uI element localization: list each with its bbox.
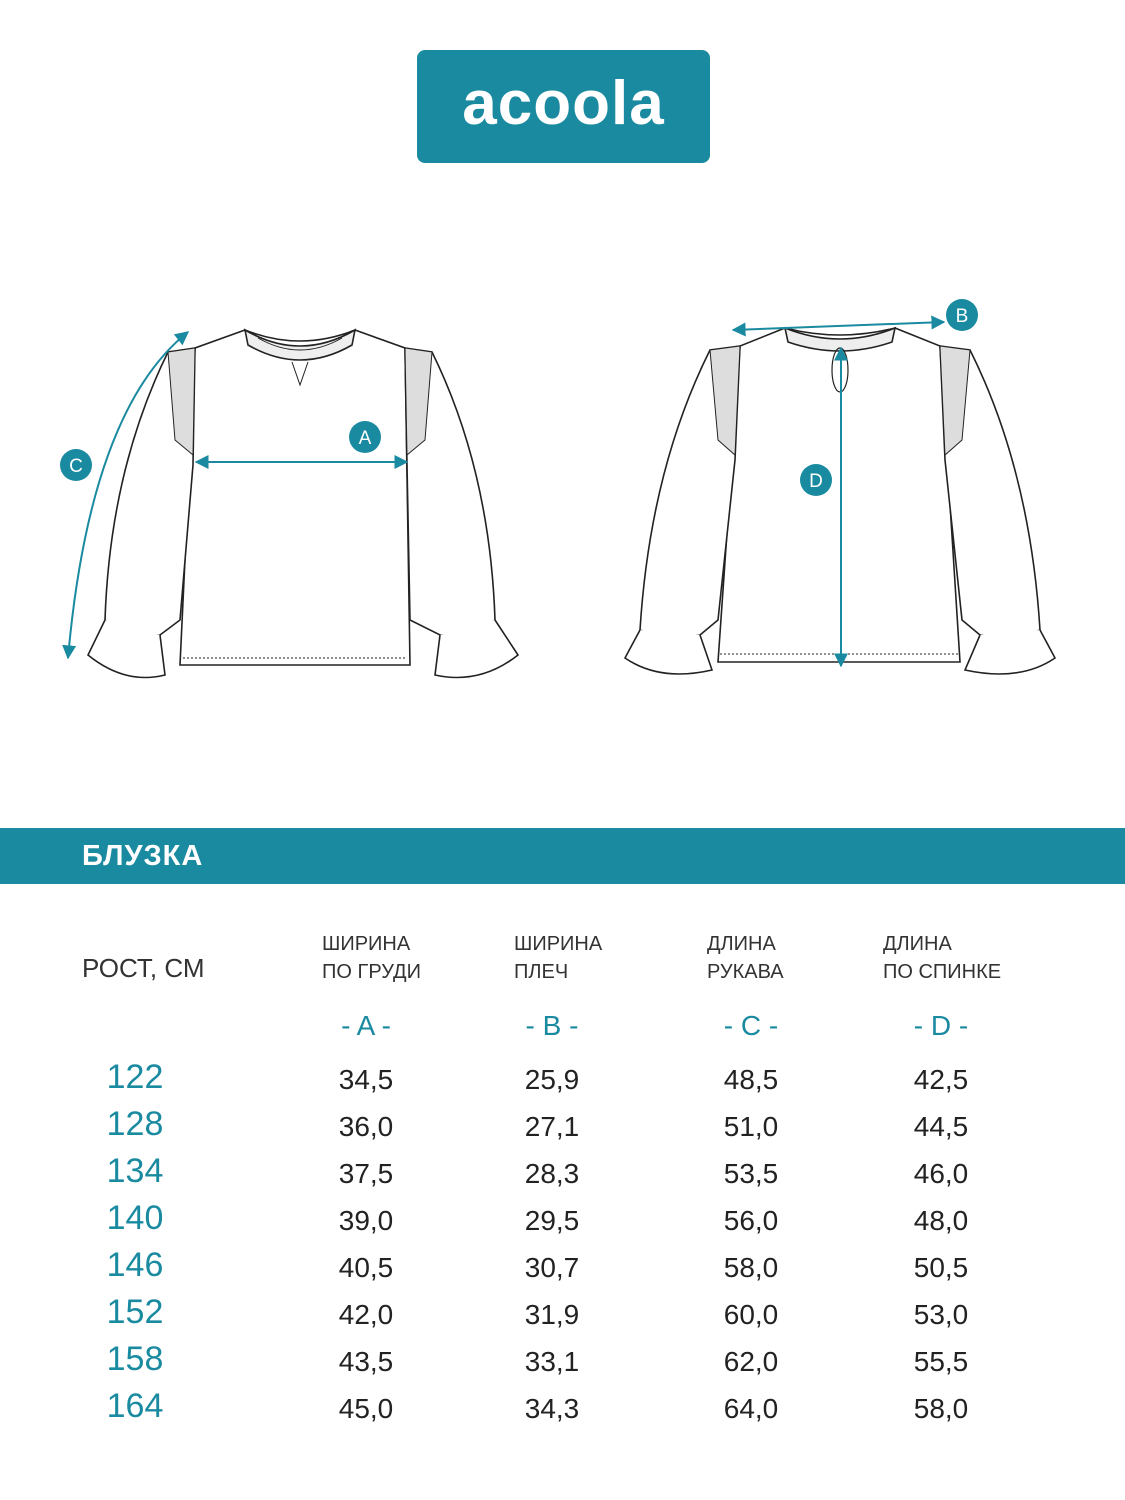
row-height: 140 [106,1199,164,1237]
cell-c: 53,5 [723,1158,779,1189]
cell-a: 37,5 [338,1158,394,1189]
cell-b: 25,9 [524,1064,580,1095]
column-code-c: - C - [723,1010,779,1041]
row-height: 152 [106,1293,164,1331]
cell-d: 48,0 [913,1205,969,1236]
table-row [0,1152,1125,1205]
cell-d: 53,0 [913,1299,969,1330]
cell-a: 39,0 [338,1205,394,1236]
cell-d: 55,5 [913,1346,969,1377]
row-height: 134 [106,1152,164,1190]
table-row [0,1246,1125,1299]
column-code-d: - D - [913,1010,969,1041]
cell-b: 31,9 [524,1299,580,1330]
cell-c: 60,0 [723,1299,779,1330]
cell-a: 45,0 [338,1393,394,1424]
cell-c: 64,0 [723,1393,779,1424]
table-row [0,1293,1125,1346]
row-height: 122 [106,1058,164,1096]
cell-b: 33,1 [524,1346,580,1377]
row-height: 164 [106,1387,164,1425]
cell-a: 43,5 [338,1346,394,1377]
cell-c: 58,0 [723,1252,779,1283]
cell-a: 40,5 [338,1252,394,1283]
table-row [0,1199,1125,1252]
cell-b: 27,1 [524,1111,580,1142]
column-header-c: ДЛИНА РУКАВА [707,933,784,983]
label-c: C [69,456,83,477]
cell-b: 28,3 [524,1158,580,1189]
cell-a: 36,0 [338,1111,394,1142]
garment-diagram [0,290,1125,710]
label-d: D [809,471,823,492]
cell-b: 30,7 [524,1252,580,1283]
cell-b: 29,5 [524,1205,580,1236]
cell-d: 44,5 [913,1111,969,1142]
brand-logo-text: acoola [462,68,665,138]
cell-a: 42,0 [338,1299,394,1330]
row-height: 146 [106,1246,164,1284]
cell-d: 46,0 [913,1158,969,1189]
column-header-d: ДЛИНА ПО СПИНКЕ [883,933,1002,983]
row-height: 128 [106,1105,164,1143]
cell-a: 34,5 [338,1064,394,1095]
table-row [0,1105,1125,1158]
cell-c: 48,5 [723,1064,779,1095]
column-header-b: ШИРИНА ПЛЕЧ [514,933,603,983]
table-row [0,1340,1125,1393]
cell-c: 56,0 [723,1205,779,1236]
label-a: A [358,428,372,449]
table-row [0,1058,1125,1111]
cell-b: 34,3 [524,1393,580,1424]
brand-logo [417,50,710,163]
height-header: РОСТ, СМ [82,953,205,983]
cell-d: 50,5 [913,1252,969,1283]
column-header-a: ШИРИНА ПО ГРУДИ [322,933,421,983]
front-view [88,330,518,678]
cell-c: 62,0 [723,1346,779,1377]
cell-c: 51,0 [723,1111,779,1142]
product-title-band [0,828,1125,884]
cell-d: 58,0 [913,1393,969,1424]
label-b: B [955,306,969,327]
product-title: БЛУЗКА [82,840,204,872]
column-code-b: - B - [525,1010,579,1041]
cell-d: 42,5 [913,1064,969,1095]
column-code-a: - A - [341,1010,391,1041]
row-height: 158 [106,1340,164,1378]
table-row [0,1387,1125,1440]
